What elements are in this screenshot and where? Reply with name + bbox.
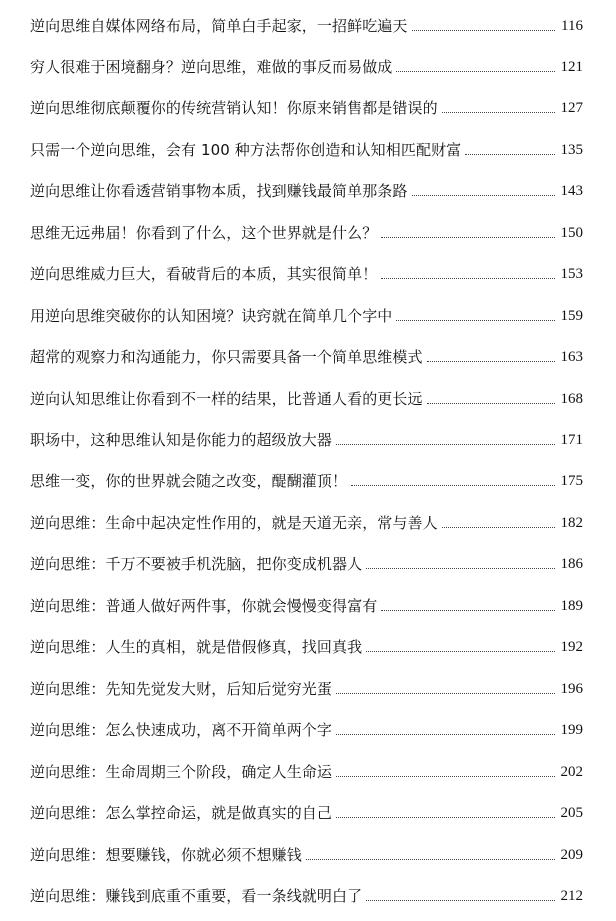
toc-entry[interactable] xyxy=(30,675,583,699)
toc-dot-leader xyxy=(412,30,556,31)
toc-entry-title: 用逆向思维突破你的认知困境？诀窍就在简单几个字中 xyxy=(30,307,393,325)
toc-entry-title: 逆向思维自媒体网络布局，简单白手起家，一招鲜吃遍天 xyxy=(30,17,408,35)
toc-entry-page: 196 xyxy=(560,681,583,697)
toc-dot-leader xyxy=(427,361,555,362)
toc-dot-leader xyxy=(366,568,554,569)
toc-entry-page: 159 xyxy=(560,308,583,324)
toc-entry[interactable] xyxy=(30,592,583,616)
toc-entry-title: 逆向思维：赚钱到底重不重要，看一条线就明白了 xyxy=(30,887,363,905)
toc-dot-leader xyxy=(336,693,554,694)
toc-entry[interactable] xyxy=(30,716,583,740)
toc-entry-title: 逆向思维：生命中起决定性作用的，就是天道无亲，常与善人 xyxy=(30,514,438,532)
toc-entry-title: 超常的观察力和沟通能力，你只需要具备一个简单思维模式 xyxy=(30,348,423,366)
toc-dot-leader xyxy=(412,195,555,196)
toc-entry-page: 171 xyxy=(560,432,583,448)
toc-entry[interactable] xyxy=(30,758,583,782)
toc-entry-title: 逆向思维彻底颠覆你的传统营销认知！你原来销售都是错误的 xyxy=(30,99,438,117)
toc-entry[interactable] xyxy=(30,219,583,243)
toc-entry-page: 127 xyxy=(560,100,583,116)
toc-entry[interactable] xyxy=(30,12,583,36)
toc-entry-page: 202 xyxy=(560,764,583,780)
toc-entry-title: 逆向思维：怎么快速成功，离不开简单两个字 xyxy=(30,721,333,739)
toc-entry[interactable] xyxy=(30,53,583,77)
toc-dot-leader xyxy=(366,900,554,901)
toc-entry-page: 116 xyxy=(561,18,583,34)
toc-dot-leader xyxy=(351,485,554,486)
toc-entry[interactable] xyxy=(30,799,583,823)
toc-entry[interactable] xyxy=(30,633,583,657)
toc-entry[interactable] xyxy=(30,509,583,533)
toc-dot-leader xyxy=(442,112,555,113)
toc-entry[interactable] xyxy=(30,136,583,160)
toc-entry-page: 205 xyxy=(560,805,583,821)
toc-dot-leader xyxy=(442,527,555,528)
toc-entry-title: 思维一变，你的世界就会随之改变，醍醐灌顶！ xyxy=(30,472,348,490)
toc-entry[interactable] xyxy=(30,385,583,409)
toc-entry[interactable] xyxy=(30,426,583,450)
toc-entry-title: 逆向思维：普通人做好两件事，你就会慢慢变得富有 xyxy=(30,597,378,615)
toc-entry-title: 穷人很难于困境翻身？逆向思维，难做的事反而易做成 xyxy=(30,58,393,76)
toc-dot-leader xyxy=(336,444,554,445)
toc-entry-page: 121 xyxy=(560,59,583,75)
toc-entry-page: 175 xyxy=(560,473,583,489)
toc-entry-page: 209 xyxy=(560,847,583,863)
toc-entry[interactable] xyxy=(30,882,583,906)
toc-entry[interactable] xyxy=(30,841,583,865)
toc-entry-title: 逆向认知思维让你看到不一样的结果，比普通人看的更长远 xyxy=(30,390,423,408)
toc-dot-leader xyxy=(336,817,554,818)
toc-entry-page: 192 xyxy=(560,639,583,655)
toc-entry-title: 职场中，这种思维认知是你能力的超级放大器 xyxy=(30,431,333,449)
toc-entry-title: 逆向思维威力巨大，看破背后的本质，其实很简单！ xyxy=(30,265,378,283)
toc-entry-title: 逆向思维：千万不要被手机洗脑，把你变成机器人 xyxy=(30,555,363,573)
toc-entry-title: 逆向思维让你看透营销事物本质，找到赚钱最简单那条路 xyxy=(30,182,408,200)
toc-dot-leader xyxy=(381,237,554,238)
toc-entry[interactable] xyxy=(30,343,583,367)
toc-dot-leader xyxy=(306,859,555,860)
toc-entry-title: 逆向思维：生命周期三个阶段，确定人生命运 xyxy=(30,763,333,781)
toc-entry-title: 逆向思维：人生的真相，就是借假修真，找回真我 xyxy=(30,638,363,656)
toc-dot-leader xyxy=(336,734,554,735)
toc-entry-page: 153 xyxy=(560,266,583,282)
toc-entry[interactable] xyxy=(30,260,583,284)
toc-dot-leader xyxy=(396,320,554,321)
toc-dot-leader xyxy=(465,154,554,155)
toc-entry-page: 143 xyxy=(560,183,583,199)
toc-entry-title: 逆向思维：先知先觉发大财，后知后觉穷光蛋 xyxy=(30,680,333,698)
toc-entry-page: 150 xyxy=(560,225,583,241)
toc-entry-page: 186 xyxy=(560,556,583,572)
toc-entry-page: 163 xyxy=(560,349,583,365)
toc-entry-title: 逆向思维：想要赚钱，你就必须不想赚钱 xyxy=(30,846,302,864)
toc-entry[interactable] xyxy=(30,177,583,201)
toc-dot-leader xyxy=(336,776,554,777)
toc-entry[interactable] xyxy=(30,550,583,574)
toc-entry-page: 189 xyxy=(560,598,583,614)
toc-dot-leader xyxy=(396,71,554,72)
toc-dot-leader xyxy=(427,403,555,404)
toc-entry-page: 199 xyxy=(560,722,583,738)
toc-entry[interactable] xyxy=(30,94,583,118)
toc-dot-leader xyxy=(366,651,554,652)
toc-dot-leader xyxy=(381,610,554,611)
toc-entry-page: 135 xyxy=(560,142,583,158)
toc-entry-page: 182 xyxy=(560,515,583,531)
toc-entry-title: 逆向思维：怎么掌控命运，就是做真实的自己 xyxy=(30,804,333,822)
toc-entry[interactable] xyxy=(30,467,583,491)
toc-entry-page: 168 xyxy=(560,391,583,407)
toc-entry-title: 思维无远弗届！你看到了什么，这个世界就是什么？ xyxy=(30,224,378,242)
toc-entry-title: 只需一个逆向思维，会有 100 种方法帮你创造和认知相匹配财富 xyxy=(30,141,462,159)
toc-entry[interactable] xyxy=(30,302,583,326)
toc-entry-page: 212 xyxy=(560,888,583,904)
toc-dot-leader xyxy=(381,278,554,279)
